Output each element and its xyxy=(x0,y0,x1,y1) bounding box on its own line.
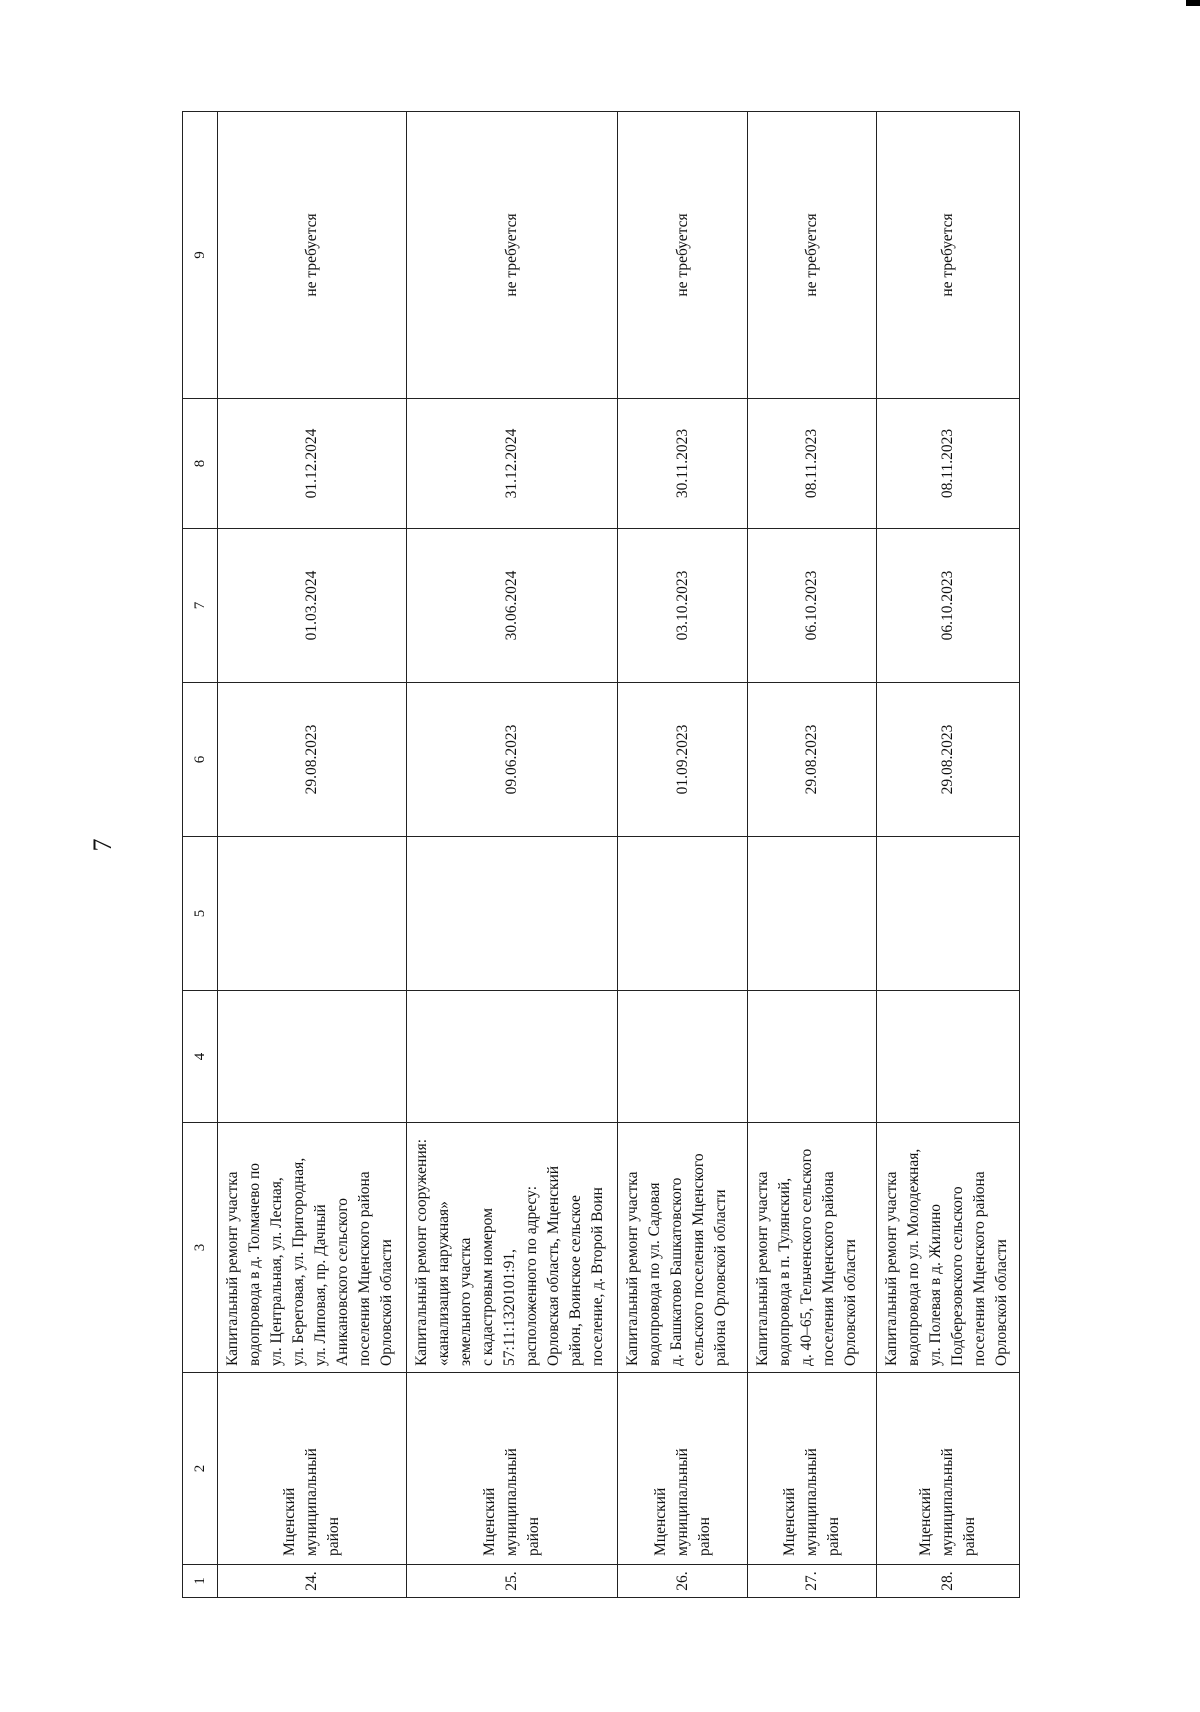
col8-date-cell: 31.12.2024 xyxy=(406,399,618,529)
corner-scan-mark xyxy=(1186,0,1200,6)
col9-note-cell: не требуется xyxy=(618,112,747,399)
col9-note-cell: не требуется xyxy=(877,112,1020,399)
header-col-3: 3 xyxy=(183,1123,218,1373)
col8-date-cell: 08.11.2023 xyxy=(747,399,876,529)
col9-note-cell: не требуется xyxy=(406,112,618,399)
description-cell: Капитальный ремонт участка водопровода по ул. Молодежная, ул. Полевая в д. Жилино Подберезовского сельского поселения Мценского района Орловской области xyxy=(877,1123,1020,1373)
col8-date-cell: 08.11.2023 xyxy=(877,399,1020,529)
col5-cell xyxy=(618,837,747,991)
header-row xyxy=(183,112,218,1598)
row-number: 24. xyxy=(218,1565,407,1598)
header-col-1: 1 xyxy=(183,1565,218,1598)
district-cell: Мценский муниципальный район xyxy=(877,1373,1020,1565)
col5-cell xyxy=(877,837,1020,991)
district-cell: Мценский муниципальный район xyxy=(218,1373,407,1565)
col4-cell xyxy=(218,991,407,1123)
header-col-8: 8 xyxy=(183,399,218,529)
col4-cell xyxy=(406,991,618,1123)
col7-date-cell: 03.10.2023 xyxy=(618,529,747,683)
col4-cell xyxy=(877,991,1020,1123)
row-number: 28. xyxy=(877,1565,1020,1598)
description-cell: Капитальный ремонт участка водопровода в д. Толмачево по ул. Центральная, ул. Лесная, ул. Береговая, ул. Пригородная, ул. Липовая, пр. Дачный Аникановского сельского поселения Мценского района Орловской области xyxy=(218,1123,407,1373)
col8-date-cell: 30.11.2023 xyxy=(618,399,747,529)
col5-cell xyxy=(406,837,618,991)
col5-cell xyxy=(747,837,876,991)
district-cell: Мценский муниципальный район xyxy=(747,1373,876,1565)
works-table xyxy=(182,111,1020,1598)
header-col-9: 9 xyxy=(183,112,218,399)
header-col-6: 6 xyxy=(183,683,218,837)
col6-date-cell: 29.08.2023 xyxy=(747,683,876,837)
description-cell: Капитальный ремонт сооружения: «канализация наружная» земельного участка с кадастровым номером 57:11:1320101:91, расположенного по адресу: Орловская область, Мценский район, Воинское сельское поселение, д. Второй Воин xyxy=(406,1123,618,1373)
col7-date-cell: 06.10.2023 xyxy=(877,529,1020,683)
description-cell: Капитальный ремонт участка водопровода по ул. Садовая д. Башкатово Башкатовского сельского поселения Мценского района Орловской области xyxy=(618,1123,747,1373)
col6-date-cell: 29.08.2023 xyxy=(877,683,1020,837)
table-row xyxy=(406,112,618,1598)
col7-date-cell: 06.10.2023 xyxy=(747,529,876,683)
row-number: 25. xyxy=(406,1565,618,1598)
rotated-table-container xyxy=(182,112,1020,1598)
header-col-5: 5 xyxy=(183,837,218,991)
col6-date-cell: 09.06.2023 xyxy=(406,683,618,837)
table-row xyxy=(218,112,407,1598)
col9-note-cell: не требуется xyxy=(218,112,407,399)
row-number: 27. xyxy=(747,1565,876,1598)
district-cell: Мценский муниципальный район xyxy=(406,1373,618,1565)
col7-date-cell: 01.03.2024 xyxy=(218,529,407,683)
col7-date-cell: 30.06.2024 xyxy=(406,529,618,683)
col4-cell xyxy=(618,991,747,1123)
district-cell: Мценский муниципальный район xyxy=(618,1373,747,1565)
row-number: 26. xyxy=(618,1565,747,1598)
header-col-2: 2 xyxy=(183,1373,218,1565)
page-number: 7 xyxy=(88,838,117,852)
col6-date-cell: 29.08.2023 xyxy=(218,683,407,837)
description-cell: Капитальный ремонт участка водопровода в п. Тулянский, д. 40–65, Тельченского сельского поселения Мценского района Орловской области xyxy=(747,1123,876,1373)
header-col-4: 4 xyxy=(183,991,218,1123)
col9-note-cell: не требуется xyxy=(747,112,876,399)
col8-date-cell: 01.12.2024 xyxy=(218,399,407,529)
table-row xyxy=(618,112,747,1598)
col5-cell xyxy=(218,837,407,991)
col6-date-cell: 01.09.2023 xyxy=(618,683,747,837)
table-row xyxy=(877,112,1020,1598)
col4-cell xyxy=(747,991,876,1123)
table-row xyxy=(747,112,876,1598)
header-col-7: 7 xyxy=(183,529,218,683)
